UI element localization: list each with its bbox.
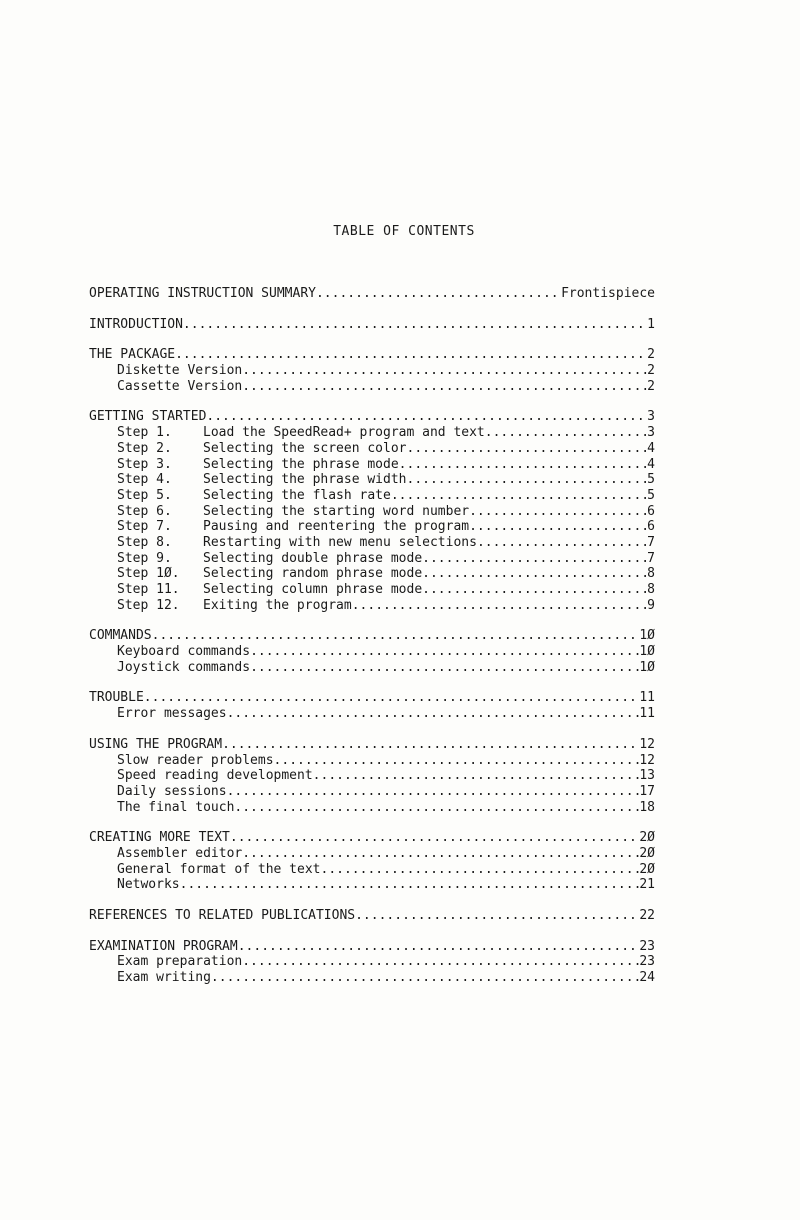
- toc-entry: [89, 317, 655, 333]
- leader-dots: [391, 488, 647, 503]
- toc-step-entry: [89, 566, 655, 582]
- toc-subentry-label: General format of the text: [117, 861, 321, 877]
- toc-entry-label: CREATING MORE TEXT: [89, 830, 230, 846]
- toc-title: TABLE OF CONTENTS: [333, 224, 475, 239]
- toc-entry: [89, 286, 655, 302]
- toc-subentry: [89, 644, 655, 660]
- toc-entry-label: OPERATING INSTRUCTION SUMMARY: [89, 286, 316, 301]
- step-number: Step 3.: [117, 456, 172, 472]
- toc-subentry-label: Daily sessions: [117, 783, 227, 799]
- step-number: Step 11.: [117, 582, 180, 597]
- toc-page-number: 8: [647, 566, 655, 582]
- toc-page-number: 3: [647, 425, 655, 441]
- leader-dots: [242, 363, 647, 378]
- toc-subentry-label: Exiting the program: [203, 597, 352, 613]
- toc-step-entry: [89, 519, 655, 535]
- toc-page-number: 2Ø: [639, 845, 655, 861]
- toc-subentry-label: Selecting random phrase mode: [203, 566, 423, 582]
- toc-entry-label: EXAMINATION PROGRAM: [89, 938, 238, 954]
- leader-dots: [316, 286, 561, 301]
- toc-subentry-label: Exam preparation: [117, 954, 243, 970]
- leader-dots: [238, 939, 640, 954]
- leader-dots: [321, 862, 640, 877]
- toc-subentry-label: Cassette Version: [117, 378, 243, 394]
- toc-subentry: [89, 753, 655, 769]
- toc-page-number: 4: [647, 440, 655, 456]
- toc-entry-label: USING THE PROGRAM: [89, 736, 223, 752]
- toc-section: [89, 628, 655, 675]
- toc-subentry-label: Selecting the phrase mode: [203, 456, 399, 472]
- toc-page-number: 21: [639, 877, 655, 893]
- toc-subentry: [89, 877, 655, 893]
- toc-page-number: 23: [639, 954, 655, 970]
- toc-subentry-label: Assembler editor: [117, 845, 243, 861]
- toc-page-number: 18: [639, 799, 655, 815]
- toc-subentry-label: Speed reading development: [117, 768, 313, 784]
- toc-entry-label: REFERENCES TO RELATED PUBLICATIONS: [89, 908, 356, 923]
- step-number: Step 2.: [117, 440, 172, 456]
- toc-page-number: 1Ø: [639, 628, 655, 644]
- leader-dots: [407, 472, 648, 487]
- step-number: Step 1Ø.: [117, 566, 180, 582]
- step-number: Step 7.: [117, 519, 172, 535]
- toc-page-number: 11: [639, 690, 655, 706]
- leader-dots: [175, 347, 647, 362]
- toc-subentry-label: Selecting the flash rate: [203, 487, 391, 503]
- toc-section: [89, 908, 655, 924]
- leader-dots: [222, 737, 639, 752]
- leader-dots: [211, 970, 639, 985]
- toc-page-number: 2: [647, 347, 655, 363]
- toc-page-number: 24: [639, 970, 655, 986]
- toc-entry-label: THE PACKAGE: [89, 347, 176, 363]
- toc-subentry-label: Error messages: [117, 706, 227, 722]
- leader-dots: [227, 784, 640, 799]
- toc-page-number: 1Ø: [639, 644, 655, 660]
- toc-entry-label: INTRODUCTION: [89, 316, 183, 332]
- toc-page-number: 5: [647, 472, 655, 488]
- toc-step-entry: [89, 535, 655, 551]
- toc-page-number: 3: [647, 409, 655, 425]
- leader-dots: [250, 660, 639, 675]
- leader-dots: [234, 800, 639, 815]
- step-number: Step 5.: [117, 487, 172, 503]
- leader-dots: [399, 457, 648, 472]
- leader-dots: [422, 551, 647, 566]
- toc-page-number: 17: [639, 783, 655, 799]
- toc-subentry: [89, 846, 655, 862]
- toc-page-number: 12: [639, 736, 655, 752]
- toc-page-number: 1Ø: [639, 659, 655, 675]
- toc-subentry-label: Keyboard commands: [117, 644, 251, 660]
- toc-subentry-label: Selecting column phrase mode: [203, 582, 423, 597]
- toc-entry: [89, 737, 655, 753]
- step-number: Step 4.: [117, 472, 172, 488]
- step-number: Step 6.: [117, 503, 172, 519]
- toc-page-number: 11: [639, 706, 655, 722]
- toc-subentry-label: Exam writing: [117, 970, 211, 986]
- toc-step-entry: [89, 472, 655, 488]
- leader-dots: [230, 830, 639, 845]
- toc-page-number: 2Ø: [639, 861, 655, 877]
- toc-entry-label: TROUBLE: [89, 690, 144, 706]
- toc-page-number: Frontispiece: [561, 286, 655, 301]
- toc-subentry-label: Networks: [117, 877, 180, 893]
- toc-step-entry: [89, 582, 655, 598]
- leader-dots: [355, 908, 639, 923]
- leader-dots: [242, 379, 647, 394]
- leader-dots: [352, 598, 647, 613]
- step-number: Step 1.: [117, 425, 172, 441]
- toc-page-number: 12: [639, 752, 655, 768]
- toc-section: [89, 286, 655, 302]
- toc-step-entry: [89, 551, 655, 567]
- toc-entry: [89, 409, 655, 425]
- toc-entry: [89, 908, 655, 924]
- toc-page-number: 2: [647, 363, 655, 379]
- leader-dots: [469, 519, 647, 534]
- toc-subentry: [89, 660, 655, 676]
- toc-step-entry: [89, 504, 655, 520]
- toc-subentry-label: Selecting the screen color: [203, 440, 407, 456]
- leader-dots: [242, 846, 639, 861]
- leader-dots: [407, 441, 648, 456]
- toc-subentry: [89, 363, 655, 379]
- toc-page-number: 5: [647, 487, 655, 503]
- toc-section: [89, 939, 655, 986]
- toc-subentry: [89, 784, 655, 800]
- toc-section: [89, 317, 655, 333]
- toc-subentry-label: Selecting double phrase mode: [203, 550, 423, 566]
- toc-page-number: 4: [647, 456, 655, 472]
- toc-entry: [89, 939, 655, 955]
- leader-dots: [144, 690, 640, 705]
- toc-page-number: 2Ø: [639, 830, 655, 846]
- leader-dots: [242, 954, 639, 969]
- toc-subentry-label: Joystick commands: [117, 659, 251, 675]
- toc-subentry-label: Slow reader problems: [117, 752, 274, 768]
- toc-step-entry: [89, 488, 655, 504]
- toc-subentry: [89, 862, 655, 878]
- leader-dots: [422, 566, 647, 581]
- toc-list: [89, 286, 655, 1001]
- toc-page-number: 6: [647, 503, 655, 519]
- step-number: Step 9.: [117, 550, 172, 566]
- toc-page-number: 8: [647, 582, 655, 597]
- toc-step-entry: [89, 441, 655, 457]
- leader-dots: [227, 706, 640, 721]
- toc-entry-label: COMMANDS: [89, 628, 152, 644]
- toc-subentry-label: Load the SpeedRead+ program and text: [203, 425, 485, 441]
- step-number: Step 12.: [117, 597, 180, 613]
- toc-entry: [89, 690, 655, 706]
- toc-section: [89, 347, 655, 394]
- leader-dots: [469, 504, 647, 519]
- toc-subentry: [89, 954, 655, 970]
- toc-page-number: 7: [647, 550, 655, 566]
- leader-dots: [183, 317, 647, 332]
- toc-subentry-label: Diskette Version: [117, 363, 243, 379]
- leader-dots: [274, 753, 640, 768]
- toc-entry-label: GETTING STARTED: [89, 409, 207, 425]
- toc-page-number: 23: [639, 938, 655, 954]
- leader-dots: [485, 425, 647, 440]
- toc-entry: [89, 830, 655, 846]
- leader-dots: [422, 582, 647, 597]
- toc-subentry: [89, 800, 655, 816]
- toc-page-number: 6: [647, 519, 655, 535]
- toc-page-number: 22: [639, 908, 655, 923]
- leader-dots: [206, 409, 647, 424]
- toc-entry: [89, 628, 655, 644]
- leader-dots: [152, 628, 640, 643]
- toc-subentry-label: Selecting the starting word number: [203, 503, 470, 519]
- toc-section: [89, 830, 655, 893]
- toc-page-number: 9: [647, 597, 655, 613]
- toc-subentry-label: The final touch: [117, 799, 235, 815]
- toc-step-entry: [89, 425, 655, 441]
- toc-section: [89, 409, 655, 613]
- toc-step-entry: [89, 457, 655, 473]
- leader-dots: [180, 877, 640, 892]
- toc-page-number: 7: [647, 534, 655, 550]
- toc-subentry: [89, 970, 655, 986]
- leader-dots: [250, 644, 639, 659]
- toc-subentry-label: Restarting with new menu selections: [203, 534, 477, 550]
- toc-section: [89, 737, 655, 815]
- toc-step-entry: [89, 598, 655, 614]
- toc-subentry-label: Pausing and reentering the program: [203, 519, 470, 535]
- toc-subentry-label: Selecting the phrase width: [203, 472, 407, 488]
- leader-dots: [313, 768, 640, 783]
- toc-subentry: [89, 706, 655, 722]
- toc-page-number: 13: [639, 768, 655, 784]
- toc-page-number: 2: [647, 378, 655, 394]
- leader-dots: [477, 535, 647, 550]
- step-number: Step 8.: [117, 534, 172, 550]
- toc-subentry: [89, 768, 655, 784]
- toc-page-number: 1: [647, 316, 655, 332]
- toc-section: [89, 690, 655, 721]
- toc-subentry: [89, 379, 655, 395]
- toc-entry: [89, 347, 655, 363]
